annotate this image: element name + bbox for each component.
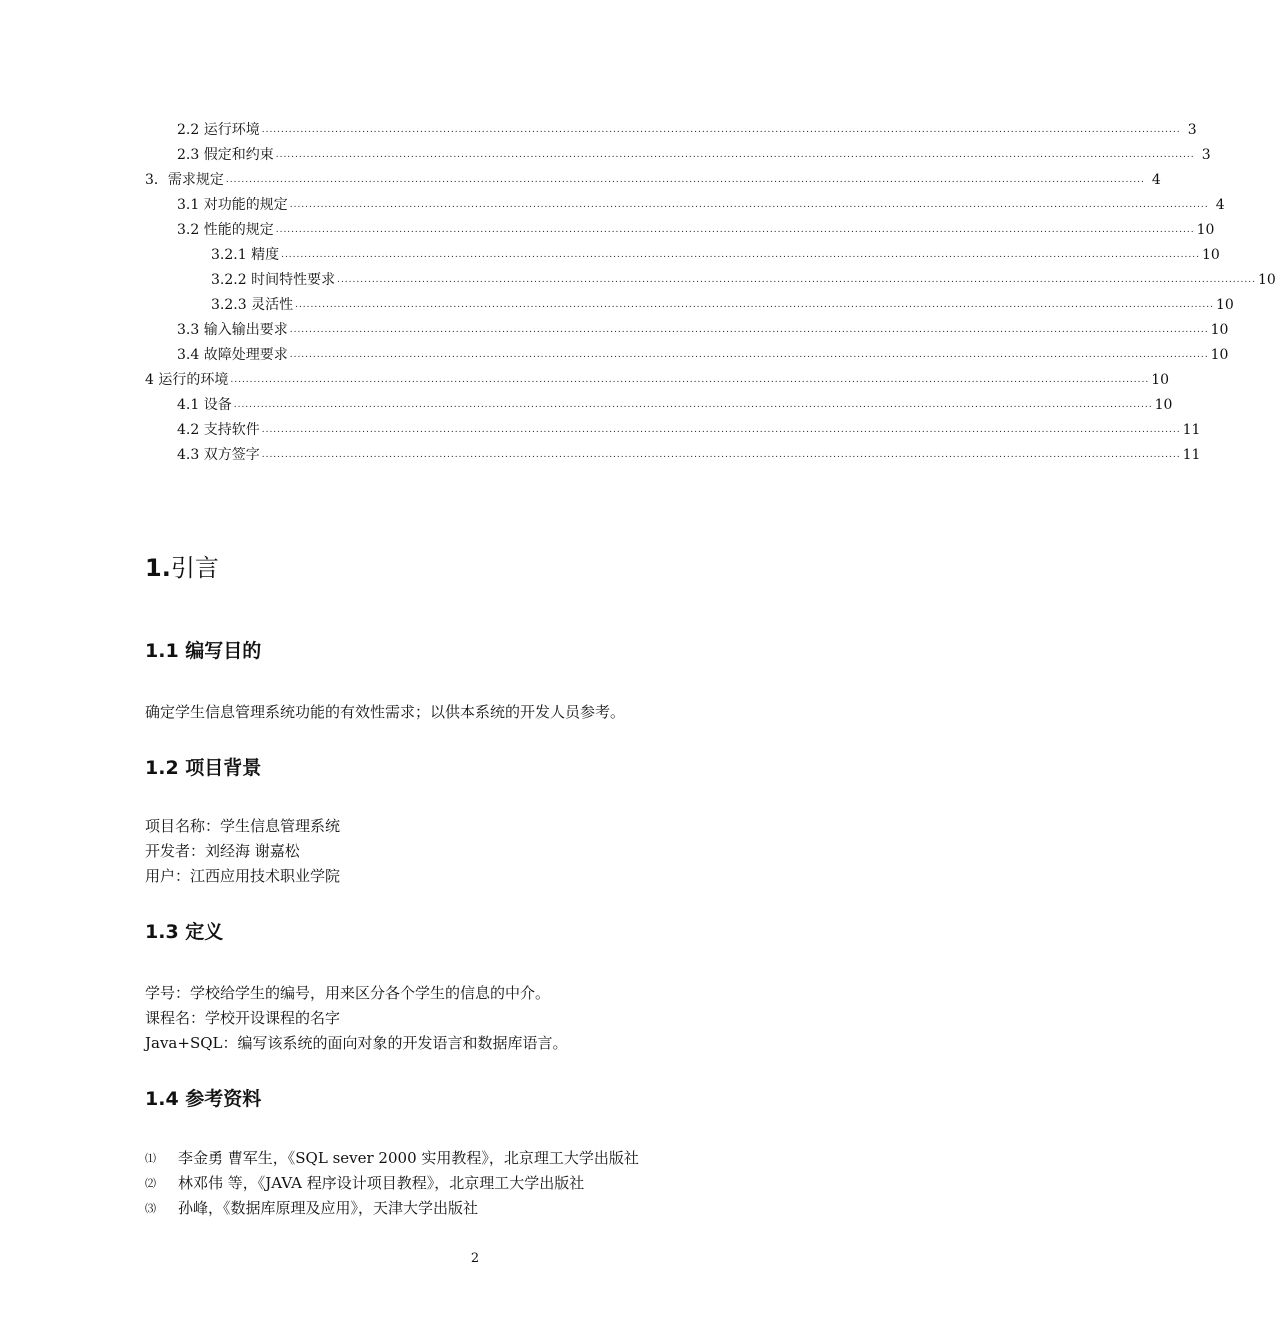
- toc-entry-label: 2.3 假定和约束: [177, 147, 274, 163]
- toc-entry[interactable]: [177, 140, 1211, 164]
- toc-leader-dots: ..............................................................................................................................................................................................................................................: [275, 150, 1195, 160]
- toc-entry-label: 3.2.1 精度: [211, 247, 280, 263]
- toc-entry[interactable]: [177, 415, 1201, 439]
- toc-entry-page: 10: [1196, 222, 1215, 238]
- toc-leader-dots: ..............................................................................................................................................................................................................................................: [289, 200, 1209, 210]
- toc-entry[interactable]: [211, 290, 1234, 314]
- toc-leader-dots: ..............................................................................................................................................................................................................................................: [337, 275, 1256, 285]
- toc-entry[interactable]: [177, 115, 1197, 139]
- section-heading-references: 1.4 参考资料: [145, 1088, 262, 1110]
- toc-entry[interactable]: [145, 365, 1170, 389]
- reference-item: [145, 1171, 584, 1196]
- reference-number: ⑶: [145, 1202, 156, 1215]
- toc-entry-label: 3.2.2 时间特性要求: [211, 272, 336, 288]
- page-number: 2: [470, 1251, 480, 1266]
- reference-number: ⑵: [145, 1177, 156, 1190]
- toc-entry[interactable]: [177, 340, 1229, 364]
- toc-entry[interactable]: [177, 390, 1173, 414]
- toc-leader-dots: ..............................................................................................................................................................................................................................................: [261, 425, 1181, 435]
- toc-entry-label: 2.2 运行环境: [177, 122, 260, 138]
- toc-entry-label: 3.2.3 灵活性: [211, 297, 294, 313]
- toc-entry-label: 4.1 设备: [177, 397, 232, 413]
- toc-entry-label: 4.3 双方签字: [177, 447, 260, 463]
- toc-entry-page: 10: [1257, 272, 1276, 288]
- toc-entry[interactable]: [177, 215, 1215, 239]
- paragraph-line: 项目名称：学生信息管理系统: [145, 817, 341, 835]
- toc-entry-page: 3: [1187, 122, 1197, 138]
- toc-entry[interactable]: [211, 240, 1220, 264]
- toc-leader-dots: ..............................................................................................................................................................................................................................................: [261, 125, 1181, 135]
- chapter-heading-intro: [145, 548, 219, 583]
- section-definitions-text: [145, 981, 567, 1056]
- toc-leader-dots: ..............................................................................................................................................................................................................................................: [281, 250, 1200, 260]
- toc-entry-label: 3.3 输入输出要求: [177, 322, 288, 338]
- reference-number: ⑴: [145, 1152, 156, 1165]
- toc-entry-page: 11: [1182, 447, 1201, 463]
- toc-entry-page: 10: [1151, 372, 1170, 388]
- reference-text: 孙峰，《数据库原理及应用》，天津大学出版社: [178, 1199, 479, 1217]
- toc-entry-page: 10: [1154, 397, 1173, 413]
- toc-entry-page: 4: [1151, 172, 1161, 188]
- toc-leader-dots: ..............................................................................................................................................................................................................................................: [225, 175, 1145, 185]
- reference-item: [145, 1146, 639, 1171]
- reference-item: [145, 1196, 478, 1221]
- reference-text: 李金勇 曹军生，《SQL sever 2000 实用教程》，北京理工大学出版社: [178, 1149, 639, 1167]
- reference-text: 林邓伟 等，《JAVA 程序设计项目教程》，北京理工大学出版社: [178, 1174, 585, 1192]
- toc-leader-dots: ..............................................................................................................................................................................................................................................: [261, 450, 1181, 460]
- paragraph-line: 确定学生信息管理系统功能的有效性需求；以供本系统的开发人员参考。: [145, 703, 626, 721]
- section-heading-definitions: 1.3 定义: [145, 921, 224, 943]
- toc-entry-label: 3.4 故障处理要求: [177, 347, 288, 363]
- toc-entry[interactable]: [177, 315, 1229, 339]
- section-background-text: [145, 814, 340, 889]
- toc-entry-label: 3.1 对功能的规定: [177, 197, 288, 213]
- toc-leader-dots: ..............................................................................................................................................................................................................................................: [295, 300, 1214, 310]
- section-heading-background: 1.2 项目背景: [145, 757, 262, 779]
- toc-entry-label: 4.2 支持软件: [177, 422, 260, 438]
- toc-entry-label: 3．需求规定: [145, 172, 224, 188]
- toc-entry-page: 3: [1201, 147, 1211, 163]
- paragraph-line: 开发者：刘经海 谢嘉松: [145, 842, 300, 860]
- paragraph-line: 用户：江西应用技术职业学院: [145, 867, 341, 885]
- toc-leader-dots: ..............................................................................................................................................................................................................................................: [275, 225, 1195, 235]
- section-purpose-text: [145, 700, 625, 725]
- section-heading-purpose: 1.1 编写目的: [145, 640, 262, 662]
- toc-entry-page: 4: [1215, 197, 1225, 213]
- toc-entry[interactable]: [177, 440, 1201, 464]
- toc-entry-page: 10: [1201, 247, 1220, 263]
- toc-leader-dots: ..............................................................................................................................................................................................................................................: [233, 400, 1153, 410]
- toc-entry[interactable]: [145, 165, 1161, 189]
- toc-entry-page: 10: [1210, 322, 1229, 338]
- paragraph-line: Java+SQL：编写该系统的面向对象的开发语言和数据库语言。: [145, 1034, 568, 1052]
- chapter-title: 引言: [170, 554, 219, 582]
- paragraph-line: 学号：学校给学生的编号，用来区分各个学生的信息的中介。: [145, 984, 551, 1002]
- toc-entry-label: 3.2 性能的规定: [177, 222, 274, 238]
- toc-entry-page: 10: [1210, 347, 1229, 363]
- paragraph-line: 课程名：学校开设课程的名字: [145, 1009, 341, 1027]
- toc-entry-page: 11: [1182, 422, 1201, 438]
- toc-leader-dots: ..............................................................................................................................................................................................................................................: [230, 375, 1150, 385]
- toc-entry-label: 4 运行的环境: [145, 372, 229, 388]
- toc-entry[interactable]: [211, 265, 1276, 289]
- toc-entry[interactable]: [177, 190, 1225, 214]
- toc-leader-dots: ..............................................................................................................................................................................................................................................: [289, 350, 1209, 360]
- chapter-number: 1.: [145, 554, 171, 582]
- toc-leader-dots: ..............................................................................................................................................................................................................................................: [289, 325, 1209, 335]
- toc-entry-page: 10: [1215, 297, 1234, 313]
